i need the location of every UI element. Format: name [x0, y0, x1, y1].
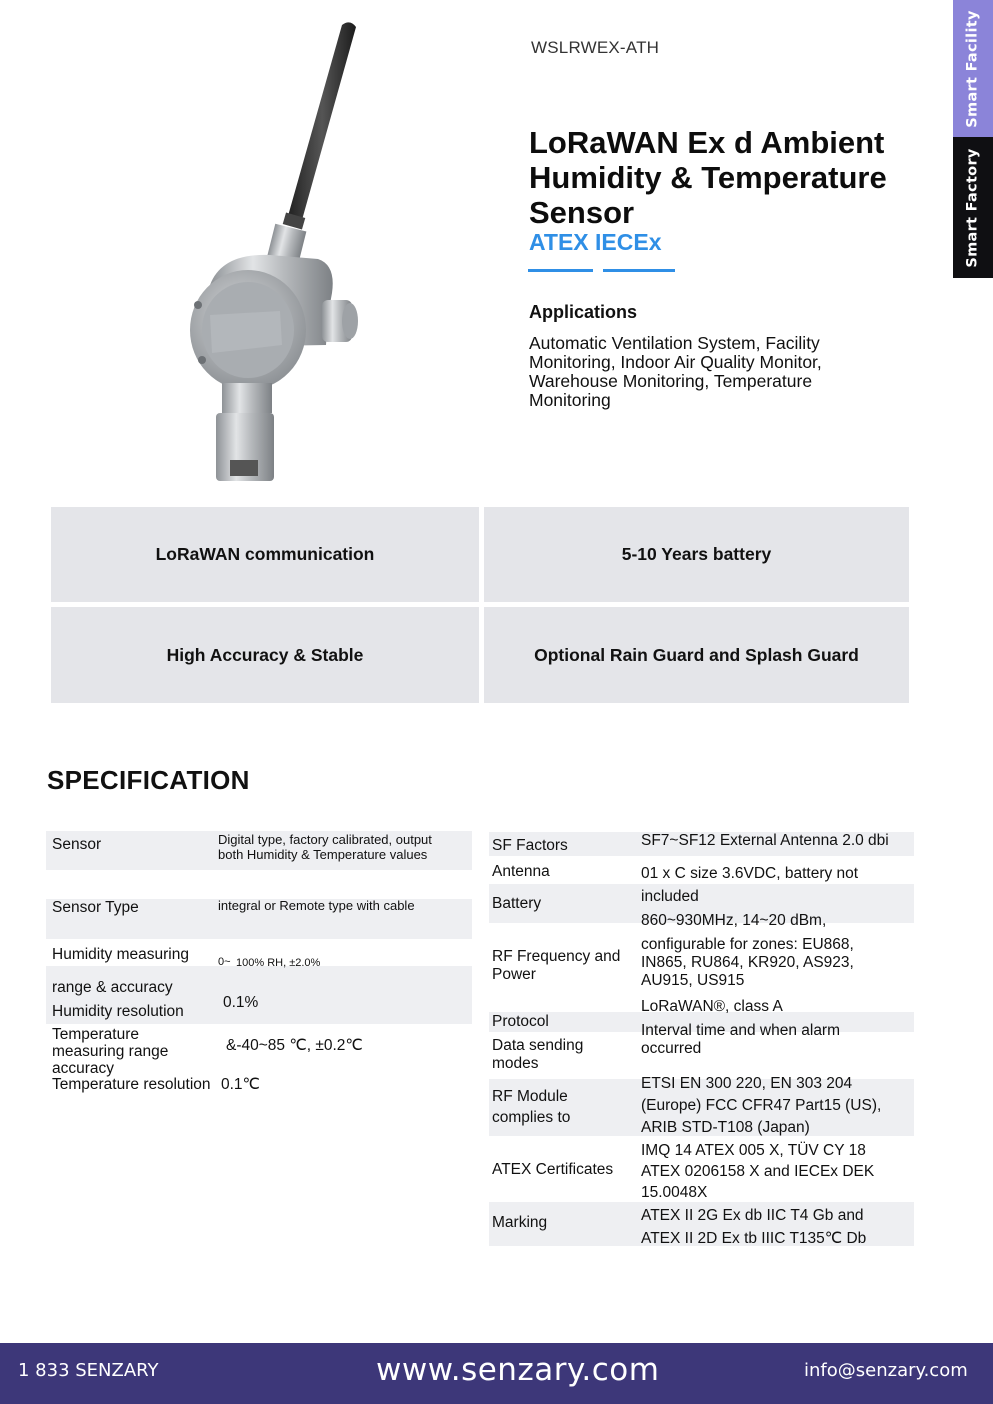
feature-cell: LoRaWAN communication — [51, 507, 479, 602]
tab-label: Smart Factory — [965, 147, 981, 268]
spec-value-rf-1: 860~930MHz, 14~20 dBm, — [641, 912, 827, 929]
spec-value-temperature-range: &-40~85 ℃, ±0.2℃ — [226, 1037, 363, 1054]
spec-value-humidity-resolution: 0.1% — [223, 994, 259, 1011]
spec-label-rf: RF Frequency and Power — [492, 948, 621, 983]
spec-value-rf-module: ETSI EN 300 220, EN 303 204 (Europe) FCC CFR47 Part15 (US), ARIB STD-T108 (Japan) — [641, 1075, 882, 1136]
spec-label-battery: Battery — [492, 895, 542, 912]
spec-label-atex: ATEX Certificates — [492, 1161, 614, 1178]
spec-value-battery-2: included — [641, 888, 699, 905]
model-number: WSLRWEX-ATH — [531, 38, 660, 57]
spec-label-sensor: Sensor — [52, 836, 102, 853]
spec-value-rf-2: configurable for zones: EU868, IN865, RU864, KR920, AS923, AU915, US915 — [641, 936, 854, 989]
spec-value-data: Interval time and when alarm occurred — [641, 1022, 841, 1057]
title-underline — [528, 269, 593, 272]
spec-value-atex: IMQ 14 ATEX 005 X, TÜV CY 18 ATEX 0206158 X and IECEx DEK 15.0048X — [641, 1142, 875, 1201]
product-image — [150, 15, 410, 490]
feature-cell: Optional Rain Guard and Splash Guard — [484, 607, 909, 703]
product-title: LoRaWAN Ex d Ambient Humidity & Temperature Sensor — [529, 125, 887, 230]
tab-smart-factory[interactable] — [953, 137, 993, 278]
spec-label-antenna: Antenna — [492, 863, 550, 880]
title-underline — [603, 269, 675, 272]
applications-text: Automatic Ventilation System, Facility Monitoring, Indoor Air Quality Monitor, Warehouse Monitoring, Temperature Monitoring — [529, 333, 822, 410]
certification-label: ATEX IECEx — [529, 229, 662, 255]
spec-label-sensor-type: Sensor Type — [52, 899, 139, 916]
spec-value-protocol: LoRaWAN®, class A — [641, 998, 783, 1015]
spec-label-temperature-resolution: Temperature resolution — [52, 1076, 211, 1093]
footer-website-link[interactable]: www.senzary.com — [376, 1352, 660, 1388]
footer-email-link[interactable]: info@senzary.com — [804, 1360, 968, 1381]
spec-label-temperature-range: Temperature measuring range accuracy — [52, 1026, 169, 1077]
spec-value-humidity-b: 100% RH, ±2.0% — [236, 957, 321, 969]
applications-heading: Applications — [529, 302, 638, 322]
footer-phone[interactable]: 1 833 SENZARY — [18, 1360, 159, 1381]
spec-label-sf: SF Factors — [492, 837, 568, 854]
feature-cell: High Accuracy & Stable — [51, 607, 479, 703]
spec-label-protocol: Protocol — [492, 1013, 549, 1030]
spec-value-sf: SF7~SF12 External Antenna 2.0 dbi — [641, 832, 889, 849]
spec-value-temperature-resolution: 0.1℃ — [221, 1076, 260, 1093]
spec-value-sensor-type: integral or Remote type with cable — [218, 898, 415, 913]
spec-value-battery-1: 01 x C size 3.6VDC, battery not — [641, 865, 859, 882]
spec-label-data: Data sending modes — [492, 1037, 584, 1072]
spec-label-marking: Marking — [492, 1214, 548, 1231]
tab-smart-facility[interactable] — [953, 0, 993, 137]
spec-label-rf-module: RF Module complies to — [492, 1088, 571, 1126]
spec-value-marking-1: ATEX II 2G Ex db IIC T4 Gb and — [641, 1207, 864, 1224]
feature-cell: 5-10 Years battery — [484, 507, 909, 602]
spec-value-marking-2: ATEX II 2D Ex tb IIIC T135℃ Db — [641, 1230, 867, 1247]
spec-label-humidity: Humidity measuring — [52, 946, 189, 963]
specification-heading: SPECIFICATION — [47, 765, 250, 795]
spec-value-humidity-a: 0~ — [218, 956, 231, 968]
footer-bar — [0, 1343, 993, 1404]
tab-label: Smart Facility — [965, 9, 981, 128]
spec-label-humidity-range: range & accuracy — [52, 979, 173, 996]
spec-value-sensor: Digital type, factory calibrated, output both Humidity & Temperature values — [218, 832, 432, 862]
spec-label-humidity-resolution: Humidity resolution — [52, 1003, 184, 1020]
